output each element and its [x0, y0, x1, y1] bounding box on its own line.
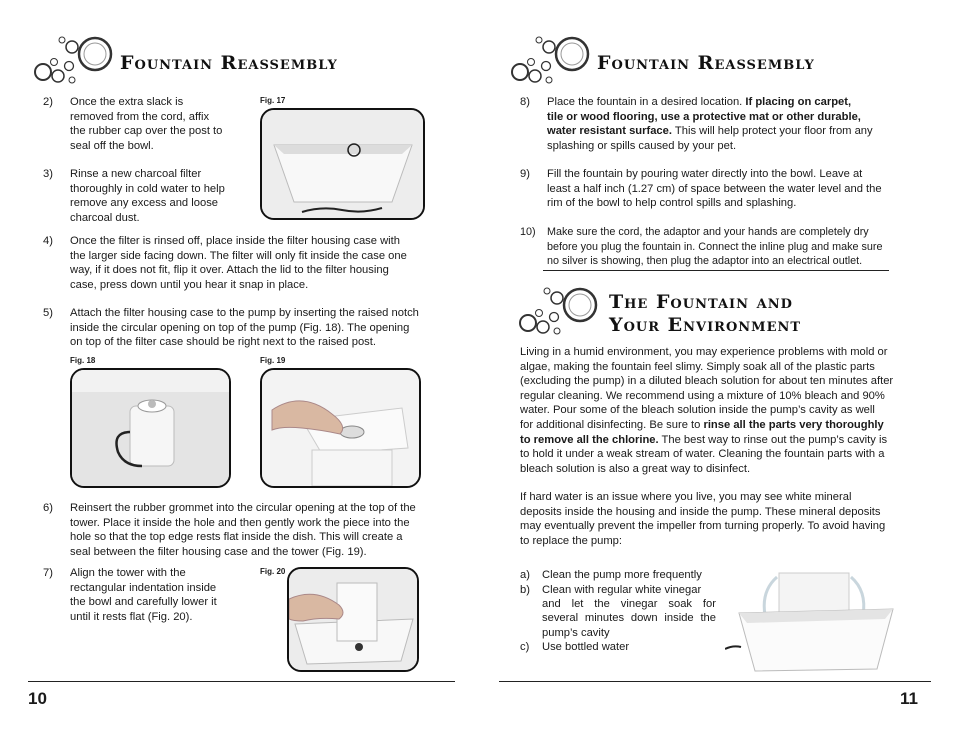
step-line: remove any excess and loose — [70, 197, 219, 210]
step-line: inside the circular opening on top of the pump (Fig. 18). The opening — [70, 321, 410, 334]
fig-20-image — [287, 567, 419, 672]
hand-tower-icon — [262, 370, 419, 486]
step-line: Once the extra slack is — [70, 96, 184, 108]
step-line: rim of the bowl to help control spills and splashing. — [547, 197, 797, 210]
tower-into-bowl-icon — [289, 569, 417, 670]
step-line: rectangular indentation inside — [70, 581, 217, 594]
step-line: seal off the bowl. — [70, 139, 154, 152]
step-bold-text: tile or wood flooring, use a protective mat or other durable, — [547, 110, 861, 123]
footer-rule — [28, 681, 455, 682]
para-line: (excluding the pump) in a diluted bleach solution for about ten minutes after — [520, 375, 894, 388]
step-line: case, press down until you hear it snap in place. — [70, 278, 309, 291]
step-line: no silver is showing, then plug the adaptor into an electrical outlet. — [547, 255, 863, 268]
step-line: Align the tower with the — [70, 567, 186, 579]
tip-letter: b) — [520, 584, 530, 596]
section-header-reassembly-right — [509, 32, 889, 92]
step-line: on top of the filter case should be right next to the raised post. — [70, 336, 376, 349]
step-line: the rubber cap over the post to — [70, 125, 223, 138]
step-line: the larger side facing down. The filter will only fit inside the case one — [70, 249, 407, 262]
step-line: way, if it does not fit, flip it over. Attach the lid to the filter housing — [70, 264, 389, 277]
para-line — [520, 433, 915, 448]
bubbles-logo-icon — [517, 283, 607, 343]
section-header-reassembly-left — [32, 32, 392, 92]
fig-20-label: Fig. 20 — [260, 567, 286, 576]
tip-letter: a) — [520, 569, 530, 581]
tip-line: Use bottled water — [542, 641, 630, 653]
fig-18-label: Fig. 18 — [70, 356, 96, 365]
step-line: splashing or spills caused by your pet. — [547, 139, 737, 152]
fountain-photo-icon — [725, 565, 907, 677]
step-line: Rinse a new charcoal filter — [70, 168, 202, 180]
para-line: If hard water is an issue where you live, you may see white mineral — [520, 491, 852, 503]
fig-19-label: Fig. 19 — [260, 356, 286, 365]
bubbles-logo-icon — [32, 32, 122, 92]
right-page — [477, 0, 954, 738]
step-number: 6) — [43, 502, 53, 514]
step-line: seal between the filter housing case and the tower (Fig. 19). — [70, 545, 367, 558]
fig-18-image — [70, 368, 231, 488]
step-line: least a half inch (1.27 cm) of space between the water level and the — [547, 182, 882, 195]
step-line: removed from the cord, affix — [70, 110, 210, 123]
para-line: algae, making the fountain feel slimy. Simply soak all of the plastic parts — [520, 360, 875, 373]
page-title: Fountain Reassembly — [597, 52, 815, 74]
step-bold-text: If placing on carpet, — [745, 96, 852, 108]
section-title-line-1: The Fountain and — [609, 291, 793, 313]
step-line: Attach the filter housing case to the pump by inserting the raised notch — [70, 307, 419, 319]
para-text: The best way to rinse out the pump’s cavity is — [658, 433, 888, 446]
para-text: for additional disinfecting. Be sure to — [520, 418, 704, 431]
step-number: 10) — [520, 226, 536, 238]
para-line: Living in a humid environment, you may experience problems with mold or — [520, 346, 888, 358]
step-line: tower. Place it inside the hole and then gently work the piece into the — [70, 516, 410, 529]
tip-line: several minutes down inside the — [542, 612, 716, 625]
step-number: 2) — [43, 96, 53, 108]
tip-letter: c) — [520, 641, 530, 653]
step-number: 3) — [43, 168, 53, 180]
environment-paragraph-1 — [520, 345, 915, 476]
para-line: deposits inside the housing and inside the pump. These mineral deposits — [520, 505, 881, 518]
step-line — [547, 110, 873, 125]
fountain-bowl-icon — [262, 110, 423, 218]
footer-rule — [499, 681, 931, 682]
step-line: Reinsert the rubber grommet into the circular opening at the top of the — [70, 502, 416, 514]
step-number: 4) — [43, 235, 53, 247]
para-line: to replace the pump: — [520, 534, 622, 547]
pump-filter-icon — [72, 370, 229, 486]
step-line: before you plug the fountain in. Connect the inline plug and make sure — [547, 240, 883, 253]
para-line: regular cleaning. We recommend using a mixture of 10% bleach and 90% — [520, 389, 885, 402]
fig-19-image — [260, 368, 421, 488]
tip-line: Clean the pump more frequently — [542, 569, 702, 581]
tip-line: pump’s cavity — [542, 626, 610, 639]
bubbles-logo-icon — [509, 32, 599, 92]
section-title-line-2: Your Environment — [609, 314, 802, 336]
para-line: may eventually prevent the impeller from turning properly. To avoid having — [520, 520, 886, 533]
step-line: hole so that the top edge rests flat inside the dish. This will create a — [70, 531, 403, 544]
para-line: bleach solution is also a great way to disinfect. — [520, 462, 751, 475]
page-number: 11 — [900, 689, 918, 708]
para-line — [520, 418, 915, 433]
para-bold-text: rinse all the parts very thoroughly — [703, 418, 884, 431]
step-text: Place the fountain in a desired location. — [547, 96, 746, 108]
environment-paragraph-2 — [520, 490, 915, 548]
page-title: Fountain Reassembly — [120, 52, 338, 74]
step-line — [547, 124, 873, 139]
step-line: Make sure the cord, the adaptor and your hands are completely dry — [547, 226, 869, 238]
step-number: 5) — [43, 307, 53, 319]
fig-17-image — [260, 108, 425, 220]
step-line: the bowl and carefully lower it — [70, 596, 217, 609]
step-divider — [543, 270, 889, 271]
tip-line: and let the vinegar soak for — [542, 598, 716, 611]
step-line — [547, 95, 873, 110]
fig-17-label: Fig. 17 — [260, 96, 286, 105]
step-text: This will help protect your floor from any — [672, 125, 873, 138]
step-number: 8) — [520, 96, 530, 108]
step-line: Once the filter is rinsed off, place inside the filter housing case with — [70, 235, 400, 247]
para-bold-text: to remove all the chlorine. — [520, 433, 659, 446]
para-line: water. Pour some of the bleach solution inside the pump’s cavity as well — [520, 404, 875, 417]
step-number: 7) — [43, 567, 53, 579]
para-line: to hold it under a weak stream of water. Cleaning the fountain parts with a — [520, 448, 885, 461]
step-line: thoroughly in cold water to help — [70, 182, 225, 195]
step-line: Fill the fountain by pouring water directly into the bowl. Leave at — [547, 168, 863, 180]
step-number: 9) — [520, 168, 530, 180]
page-number: 10 — [28, 689, 47, 708]
step-bold-text: water resistant surface. — [547, 125, 672, 138]
step-line: until it rests flat (Fig. 20). — [70, 610, 193, 623]
step-line: charcoal dust. — [70, 211, 140, 224]
section-header-environment — [517, 283, 897, 343]
tip-line: Clean with regular white vinegar — [542, 584, 702, 596]
